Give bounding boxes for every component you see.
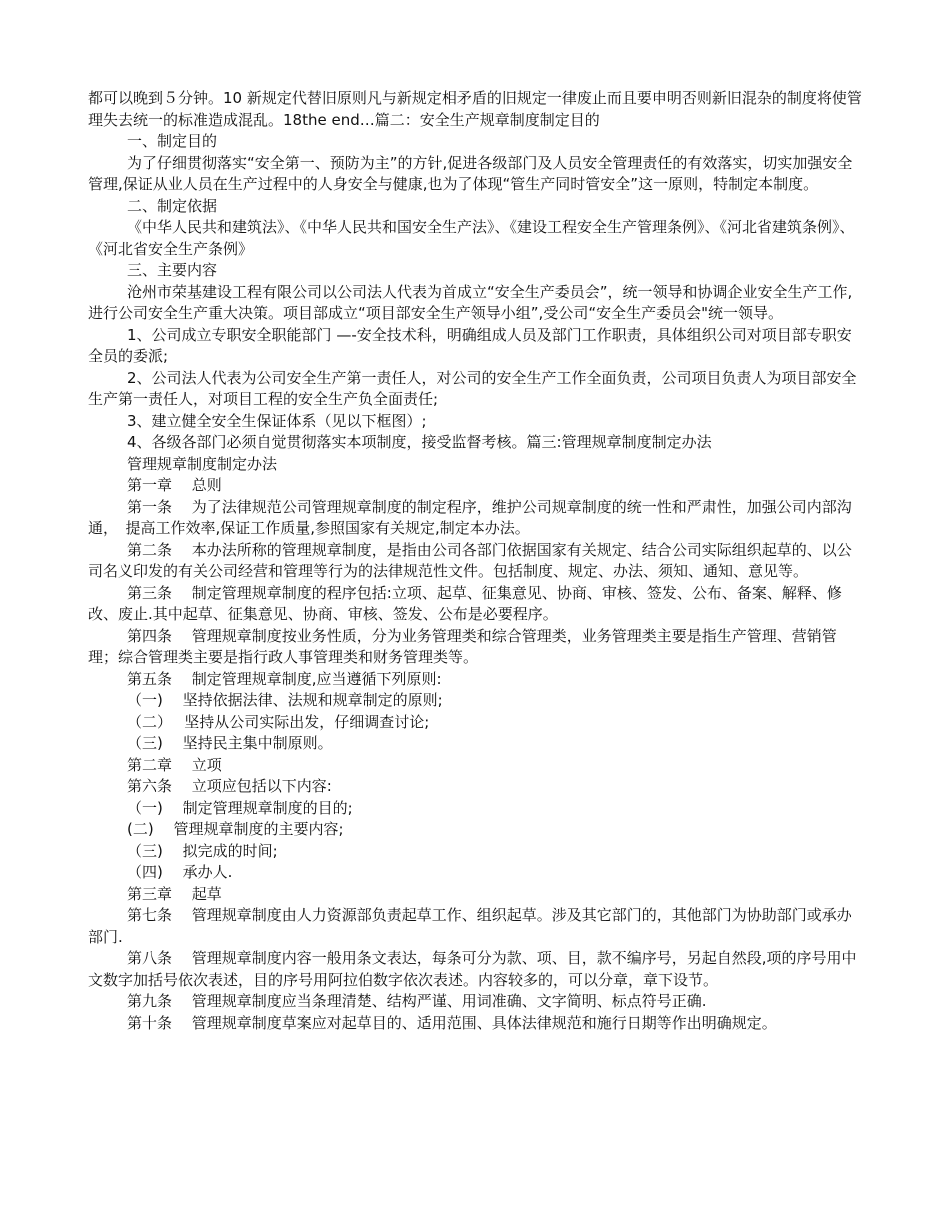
document-body — [88, 88, 862, 1034]
paragraph: 沧州市荣基建设工程有限公司以公司法人代表为首成立“安全生产委员会”，统一领导和协调企业安全生产工作,进行公司安全生产重大决策。项目部成立“项目部安全生产领导小组”,受公司“安全生产委员会"统一领导。 — [88, 282, 853, 322]
paragraph: （四) 承办人. — [127, 863, 233, 881]
paragraph: （二） 坚持从公司实际出发，仔细调查讨论; — [127, 712, 430, 731]
paragraph: 一、制定目的 — [127, 132, 218, 150]
paragraph: 三、主要内容 — [127, 261, 218, 279]
paragraph: 第二章 立项 — [127, 755, 222, 774]
paragraph: 3、建立健全安全生保证体系（见以下框图）; — [127, 411, 427, 430]
paragraph: (二) 管理规章制度的主要内容; — [127, 820, 344, 838]
paragraph: 为了仔细贯彻落实“安全第一、预防为主”的方针,促进各级部门及人员安全管理责任的有效落实，切实加强安全管理,保证从业人员在生产过程中的人身安全与健康,也为了体现“管生产同时管安全”这一原则，特制定本制度。 — [88, 153, 853, 193]
paragraph: 第三章 起草 — [127, 884, 222, 903]
paragraph: 第五条 制定管理规章制度,应当遵循下列原则: — [127, 669, 442, 688]
paragraph: 第三条 制定管理规章制度的程序包括:立项、起草、征集意见、协商、审核、签发、公布、备案、解释、修改、废止.其中起草、征集意见、协商、审核、签发、公布是必要程序。 — [88, 583, 842, 623]
paragraph: 都可以晚到５分钟。10 新规定代替旧原则凡与新规定相矛盾的旧规定一律废止而且要申明否则新旧混杂的制度将使管理失去统一的标准造成混乱。18the end…篇二：安全生产规章制度制定目的 — [88, 89, 862, 129]
paragraph: 第九条 管理规章制度应当条理清楚、结构严谨、用词准确、文字简明、标点符号正确. — [127, 992, 707, 1010]
paragraph: 4、各级各部门必须自觉贯彻落实本项制度，接受监督考核。篇三:管理规章制度制定办法 — [127, 433, 712, 451]
paragraph: 第一条 为了法律规范公司管理规章制度的制定程序，维护公司规章制度的统一性和严肃性，加强公司内部沟通， 提高工作效率,保证工作质量,参照国家有关规定,制定本办法。 — [88, 497, 852, 537]
paragraph: 第二条 本办法所称的管理规章制度，是指由公司各部门依据国家有关规定、结合公司实际组织起草的、以公司名义印发的有关公司经营和管理等行为的法律规范性文件。包括制度、规定、办法、须知、通知、意见等。 — [88, 540, 852, 580]
paragraph: 第四条 管理规章制度按业务性质，分为业务管理类和综合管理类，业务管理类主要是指生产管理、营销管理；综合管理类主要是指行政人事管理类和财务管理类等。 — [88, 626, 837, 666]
paragraph: （三) 拟完成的时间; — [127, 841, 278, 860]
paragraph: （一) 制定管理规章制度的目的; — [127, 798, 353, 817]
paragraph: 《中华人民共和建筑法》、《中华人民共和国安全生产法》、《建设工程安全生产管理条例》、《河北省建筑条例》、《河北省安全生产条例》 — [88, 218, 855, 258]
paragraph: 第一章 总则 — [127, 476, 222, 494]
paragraph: 二、制定依据 — [127, 196, 218, 215]
paragraph: 2、公司法人代表为公司安全生产第一责任人，对公司的安全生产工作全面负责，公司项目负责人为项目部安全生产第一责任人，对项目工程的安全生产负全面责任; — [88, 368, 857, 408]
paragraph: 第七条 管理规章制度由人力资源部负责起草工作、组织起草。涉及其它部门的，其他部门为协助部门或承办部门. — [88, 906, 852, 946]
paragraph: （三) 坚持民主集中制原则。 — [127, 734, 333, 752]
paragraph: 管理规章制度制定办法 — [127, 454, 278, 473]
paragraph: （一) 坚持依据法律、法规和规章制定的原则; — [127, 691, 443, 709]
paragraph: 第十条 管理规章制度草案应对起草目的、适用范围、具体法律规范和施行日期等作出明确规定。 — [127, 1013, 777, 1032]
paragraph: 第八条 管理规章制度内容一般用条文表达，每条可分为款、项、目，款不编序号，另起自然段,项的序号用中文数字加括号依次表述，目的序号用阿拉伯数字依次表述。内容较多的，可以分章，章下设节。 — [88, 949, 857, 989]
paragraph: 第六条 立项应包括以下内容: — [127, 777, 332, 795]
paragraph: 1、公司成立专职安全职能部门 —-安全技术科，明确组成人员及部门工作职责，具体组织公司对项目部专职安全员的委派; — [88, 325, 852, 365]
